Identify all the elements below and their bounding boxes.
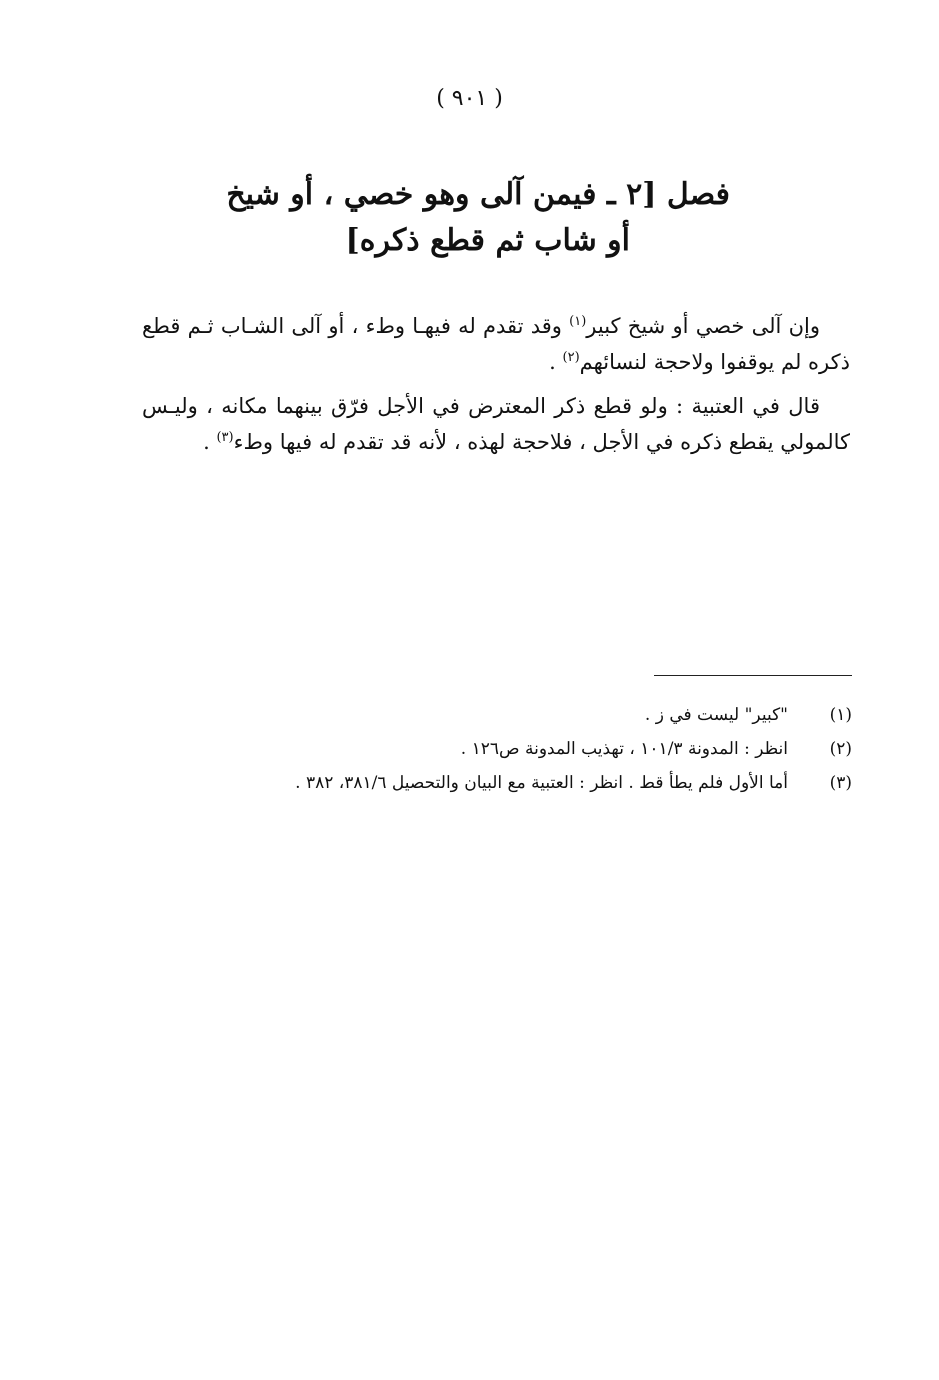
- paragraph-1-text-c: .: [549, 350, 563, 374]
- footnote-text: انظر : المدونة ١٠١/٣ ، تهذيب المدونة ص١٢٦ .: [460, 739, 788, 759]
- page-number: ( ٩٠١ ): [436, 86, 503, 111]
- heading-line-1: فصل [٢ ـ فيمن آلى وهو خصي ، أو شيخ: [226, 177, 730, 212]
- heading-line-2: أو شاب ثم قطع ذكره]: [345, 223, 630, 258]
- footnote-number: (١): [829, 705, 852, 725]
- footnote-ref-2[interactable]: (٢): [562, 350, 580, 365]
- footnote-number: (٣): [829, 773, 852, 793]
- paragraph-2-text-b: .: [203, 430, 217, 454]
- footnote-ref-1[interactable]: (١): [569, 314, 587, 329]
- paragraph-1-text-a: وإن آلى خصي أو شيخ كبير: [586, 314, 820, 338]
- footnotes: [240, 698, 852, 800]
- footnote-number: (٢): [829, 739, 852, 759]
- footnote-ref-3[interactable]: (٣): [216, 430, 234, 445]
- paragraph-1: [142, 308, 850, 380]
- footnote-text: أما الأول فلم يطأ قط . انظر : العتبية مع البيان والتحصيل ٣٨١/٦، ٣٨٢ .: [295, 773, 788, 793]
- footnote-item: [240, 732, 852, 766]
- section-heading: [200, 172, 730, 264]
- footnote-text: "كبير" ليست في ز .: [644, 705, 788, 725]
- paragraph-2: [142, 388, 850, 460]
- footnote-item: [240, 698, 852, 732]
- paragraph-1-text-b: وقد تقدم له فيهـا وطء ، أو آلى الشـاب ثـم قطع ذكره لم يوقفوا ولاحجة لنسائهم: [142, 314, 850, 374]
- paragraph-2-text-a: قال في العتبية : ولو قطع ذكر المعترض في الأجل فرّق بينهما مكانه ، وليـس كالمولي يقطع ذكره في الأجل ، فلاحجة لهذه ، لأنه قد تقدم له فيها وطء: [142, 394, 850, 454]
- footnote-divider: [654, 675, 852, 676]
- body-text: [142, 308, 850, 468]
- footnote-item: [240, 766, 852, 800]
